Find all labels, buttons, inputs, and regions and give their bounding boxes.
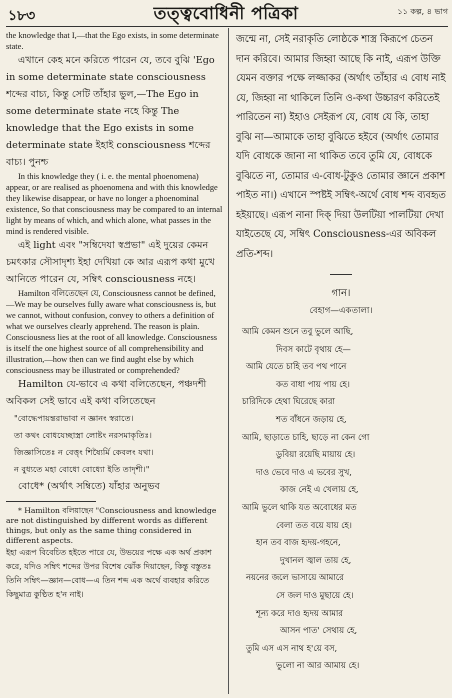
hamilton-quote: Hamilton বলিতেছেন যে, Consciousness cannot be defined,—We may be ourselves fully aware what consciousness is, but we cannot, without confusion, convey to others a definition of what we ourselves clearly apprehend. The reason is plain. Consciousness lies at the root of all knowledge. Consciousness is itself the one highest source of all comprehensibility and illustration,—how then can we find aught else by which consciousness may be illustrated or comprehended? xyxy=(6,289,217,375)
page-number: ১৮৩ xyxy=(8,8,36,24)
paragraph: Hamilton যে-ভাবে এ কথা বলিতেছেন, পঞ্চদশী অবিকল সেই ভাবে এই কথা বলিতেছেন xyxy=(6,379,207,407)
verse-line: হান তব বাজ হৃদয়-গহনে, xyxy=(256,537,341,548)
verse-line: "বোদ্ধেপায়ন্তরাভাবা ন জ্ঞানং স্বরাতে। xyxy=(14,413,134,423)
verse-line: দুখানল জ্বাল তায় হে, xyxy=(280,554,352,565)
verse-line: আসন পাত' সেথায় হে, xyxy=(280,625,358,636)
verse-line: কাজ নেই এ খেলায় হে, xyxy=(280,484,359,495)
verse-line: জিজ্ঞাসিতেঃ ন বেত্তৃং শিষ্যৈর্মি কেবলং যথা। xyxy=(14,447,154,457)
verse-line: ডুবিয়া রয়েছি মায়ায় হে। xyxy=(276,449,356,460)
column-divider xyxy=(228,28,229,694)
issue-label: ১১ কল্প, ৪ ভাগ xyxy=(397,7,448,16)
left-column xyxy=(6,30,224,694)
verse-line: দিবস কাটে বৃথায় হে— xyxy=(276,343,351,354)
footnote-rule xyxy=(6,501,96,502)
paragraph: এই light এবং "সম্বিদেযা স্বপ্রভা" এই দুয়ের কেমন চমৎকার সৌসাদৃশ্য ইহা দেখিয়া কে আর এরূপ কথা মুখে আনিতে পারেন যে, সম্বিৎ consciousness নহে। xyxy=(6,240,215,285)
right-column xyxy=(236,30,446,694)
song-heading: গান। xyxy=(331,288,351,299)
verse-line: তা কথং বোধযেচ্ছাস্ত্রা লোষ্টং নরসমাকৃতিঃ। xyxy=(14,430,152,440)
paragraph: বোধে* (অর্থাৎ সম্বিতে) যাঁহার অনুভব xyxy=(18,481,160,492)
verse-line: আমি কেমন শুনে তবু ভুলে আছি, xyxy=(242,326,354,336)
verse-line: নয়নের জলে ভাসায়ে আমারে xyxy=(246,572,344,583)
sanskrit-verse xyxy=(6,410,224,478)
verse-line: শূন্য করে দাও হৃদয় আমার xyxy=(256,607,343,618)
verse-line: কত বাধা পায় পায় হে। xyxy=(276,378,350,389)
paragraph: জন্মে না, সেই নরাকৃতি লোষ্ঠকে শাস্ত্র কিরূপে চেতন দান করিবে। আমার জিহ্বা আছে কি নাই, এরূপ উক্তি যেমন বক্তার পক্ষে লজ্জাকর (অর্থাৎ তাঁহার এ বোধ নাই যে, জিহ্বা না থাকিলে তিনি ও-কথা উচ্চারণ করিতেই পারিতেন না) ইহাও সেইরূপ যে, বোধ যে কি, তাহা বুঝি না—আমাকে তাহা বুঝিতে হইবে (অর্থাৎ তোমার যদি বোধকে জানা না থাকিত তবে তুমি যে, বোধকে বুঝিতে না, তোমার এ-বোধ-টুকুও তোমার জ্ঞানে প্রকাশ পাইত না।) এখানে স্পষ্টই সম্বিৎ-অর্থে বোধ শব্দ ব্যবহৃত হইয়াছে। এরূপ নানা দিক্ দিয়া উলটিয়া পালটিয়া দেখা যাইতেছে যে, সম্বিৎ Consciousness-এর অবিকল প্রতি-শব্দ। xyxy=(236,34,446,260)
verse-line: আমি যেতে চাহি তব পথ পানে xyxy=(246,361,347,372)
verse-line: ভুলো না আর আমায় হে। xyxy=(276,660,360,671)
journal-title: তত্ত্ববোধিনী পত্রিকা xyxy=(153,4,299,24)
section-separator xyxy=(330,274,352,275)
header-rule xyxy=(6,26,448,27)
verse-line: সে জল দাও মুছায়ে হে। xyxy=(276,589,354,600)
verse-line: বেলা তত বয়ে যায় হে। xyxy=(276,519,352,530)
footnote-bengali: ইহা এরূপ বিবেচিত হইতে পারে যে, উভয়ের পক্ষে এক অর্থ প্রকাশ করে, যদিও সম্বিৎ শব্দের উপর বিশেষ ঝোঁক দিয়াছেন, কিন্তু বস্তুতঃ তিনি সম্বিৎ—জ্ঞান—বোধ—এ তিন শব্দ এক অর্থে ব্যবহার করিতে কিছুমাত্র কুণ্ঠিত হ'ন নাই। xyxy=(6,548,212,599)
paragraph: এখানে কেহ মনে করিতে পারেন যে, তবে বুঝি 'Ego in some determinate state consciousness শব্দের বাচ্য, কিন্তু সেটি তাঁহার ভুল,—The Ego in some determinate state নহে কিন্তু The knowledge that the Ego exists in some determinate state ইহাই consciousness শব্দের বাচ্য। পুনশ্চ xyxy=(6,55,215,168)
running-header xyxy=(0,0,452,26)
footnote: * Hamilton বলিয়াছেন "Consciousness and knowledge are not distinguished by different words as different things, but only as the same thing considered in different aspects. xyxy=(6,506,217,545)
paragraph: the knowledge that I,—that the Ego exists, in some determinate state. xyxy=(6,31,219,51)
verse-line: ন বুধ্যতে মহা বোধো বোধ্যো ইতি তাদৃশী।" xyxy=(14,464,150,474)
raga-label: বেহাগ—একতালা। xyxy=(309,306,373,316)
english-quote: In this knowledge they ( i. e. the mental phoenomena) appear, or are realised as phoenomena and with this knowledge they likewise disappear, or have no longer a phoenominal existence, So that consciousness may be compared to an internal light by means of which, and which alone, what passes in the mind is rendered visible. xyxy=(6,172,223,236)
verse-line: তুমি এস এস নাথ হ'য়ে বস, xyxy=(246,642,338,653)
verse-line: চারিদিকে হেথা ঘিরেছে কারা xyxy=(242,396,335,407)
verse-line: শত বাঁধনে জড়ায় হে, xyxy=(276,413,347,424)
verse-line: আমি ভুলে থাকি যত অবোধের মত xyxy=(242,501,357,512)
verse-line: আমি, ছাড়াতে চাহি, ছাড়ে না কেন গো xyxy=(242,431,370,442)
song-verses xyxy=(236,323,446,675)
verse-line: দাও ভেবে দাও এ ভবের সুখ, xyxy=(256,466,352,477)
